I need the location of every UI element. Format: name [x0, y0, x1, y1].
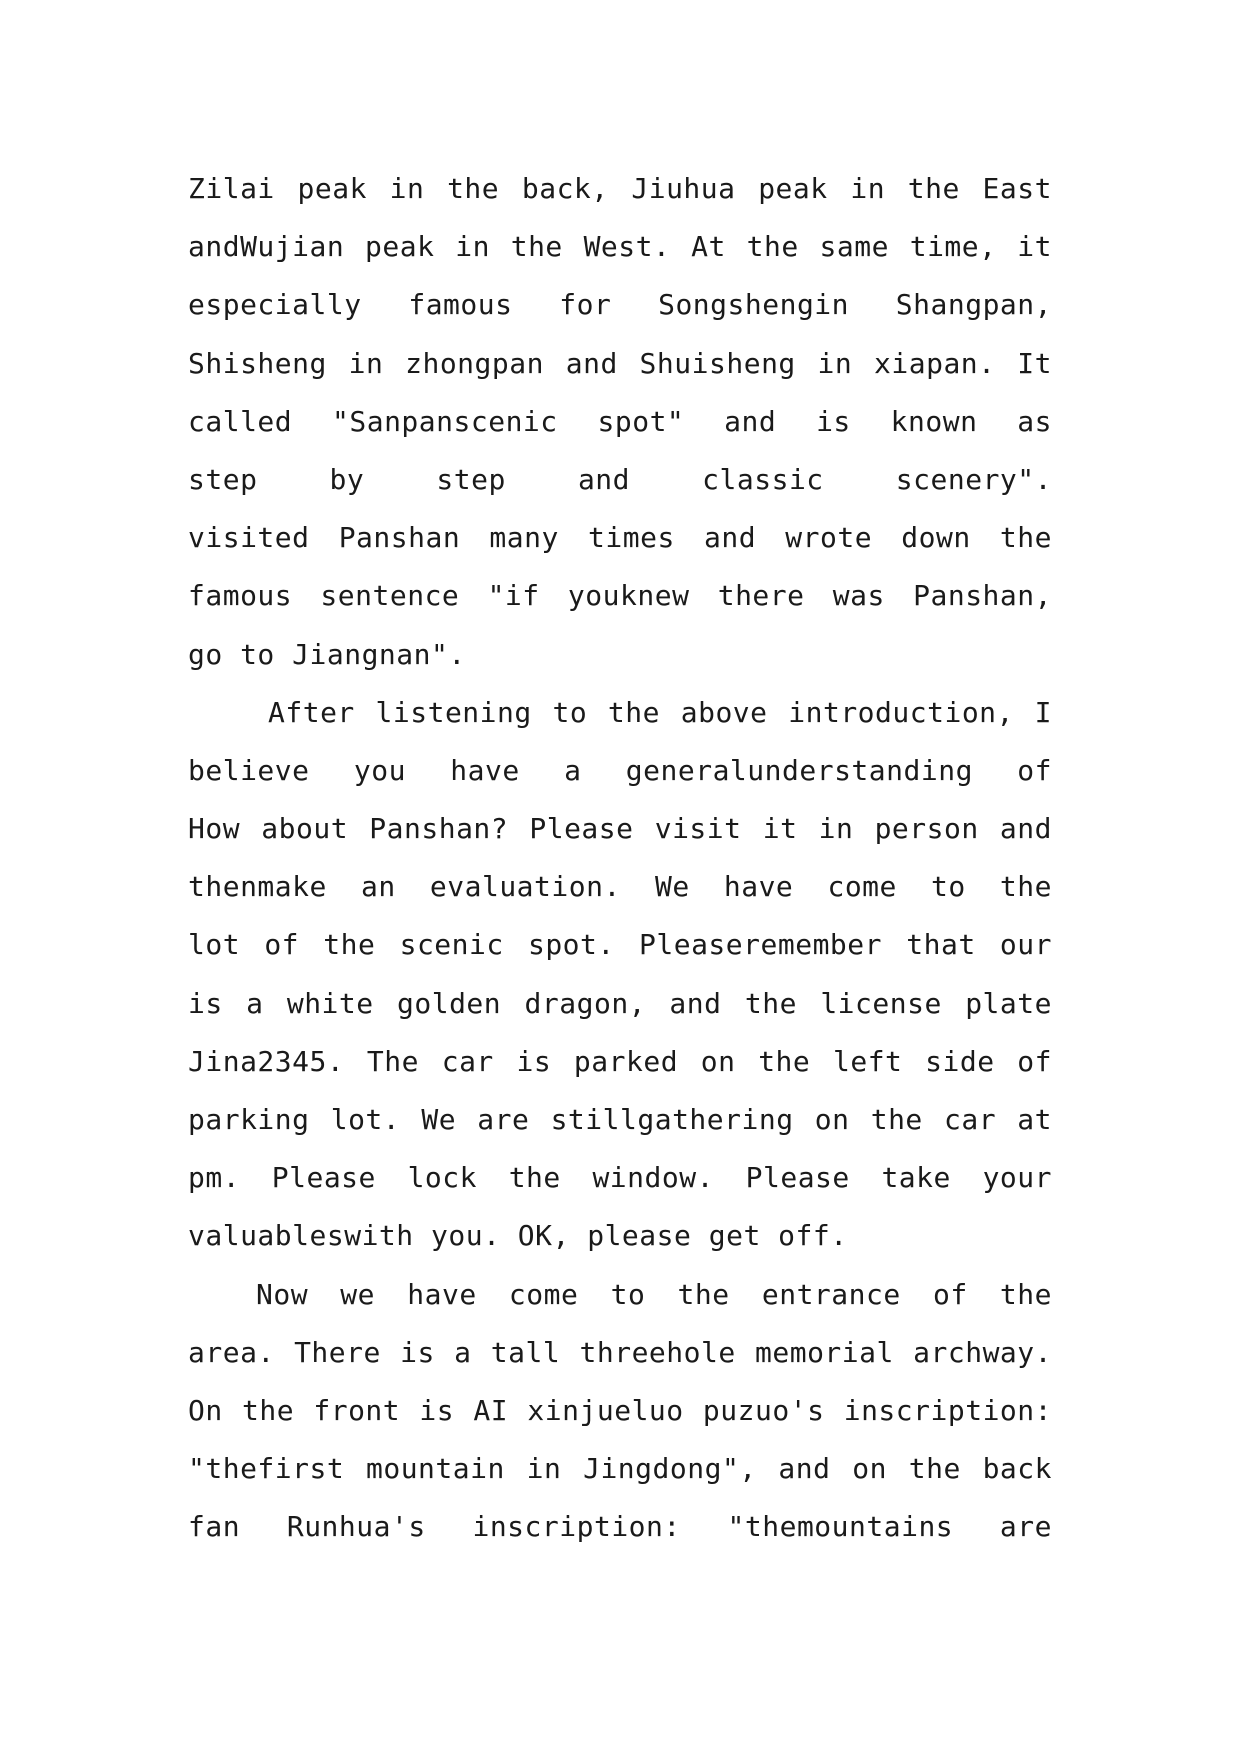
text-line: visited Panshan many times and wrote down the — [188, 521, 1052, 555]
text-line: thenmake an evaluation. We have come to the — [188, 870, 1052, 904]
text-line: believe you have a generalunderstanding of — [188, 753, 1052, 787]
text-line: lot of the scenic spot. Pleaseremember that our — [188, 928, 1052, 962]
text-line: Zilai peak in the back, Jiuhua peak in the East — [188, 172, 1052, 205]
text-line: famous sentence "if youknew there was Panshan, — [188, 579, 1052, 613]
text-line: parking lot. We are stillgathering on the car at — [188, 1103, 1052, 1136]
text-line: "thefirst mountain in Jingdong", and on the back — [188, 1452, 1052, 1486]
text-line: On the front is AI xinjueluo puzuo's inscription: — [188, 1393, 1052, 1427]
text-line: How about Panshan? Please visit it in person and — [188, 812, 1052, 846]
text-line: valuableswith you. OK, please get off. — [188, 1219, 848, 1253]
text-line: After listening to the above introduction, I — [268, 695, 1052, 729]
body-text — [188, 160, 1052, 1557]
text-line: especially famous for Songshengin Shangpan, — [188, 288, 1052, 322]
text-line: called "Sanpanscenic spot" and is known as — [188, 404, 1052, 438]
text-line: go to Jiangnan". — [188, 637, 466, 671]
text-line: andWujian peak in the West. At the same time, it — [188, 230, 1052, 264]
text-line: fan Runhua's inscription: "themountains are — [188, 1510, 1052, 1544]
text-line: pm. Please lock the window. Please take your — [188, 1161, 1052, 1195]
text-line: Shisheng in zhongpan and Shuisheng in xiapan. It — [188, 346, 1052, 380]
text-line: Jina2345. The car is parked on the left side of — [188, 1044, 1052, 1078]
text-line: Now we have come to the entrance of the — [256, 1277, 1052, 1311]
text-line: area. There is a tall threehole memorial archway. — [188, 1335, 1052, 1369]
text-line: is a white golden dragon, and the license plate — [188, 986, 1052, 1020]
text-line: step by step and classic scenery". — [188, 462, 1052, 496]
